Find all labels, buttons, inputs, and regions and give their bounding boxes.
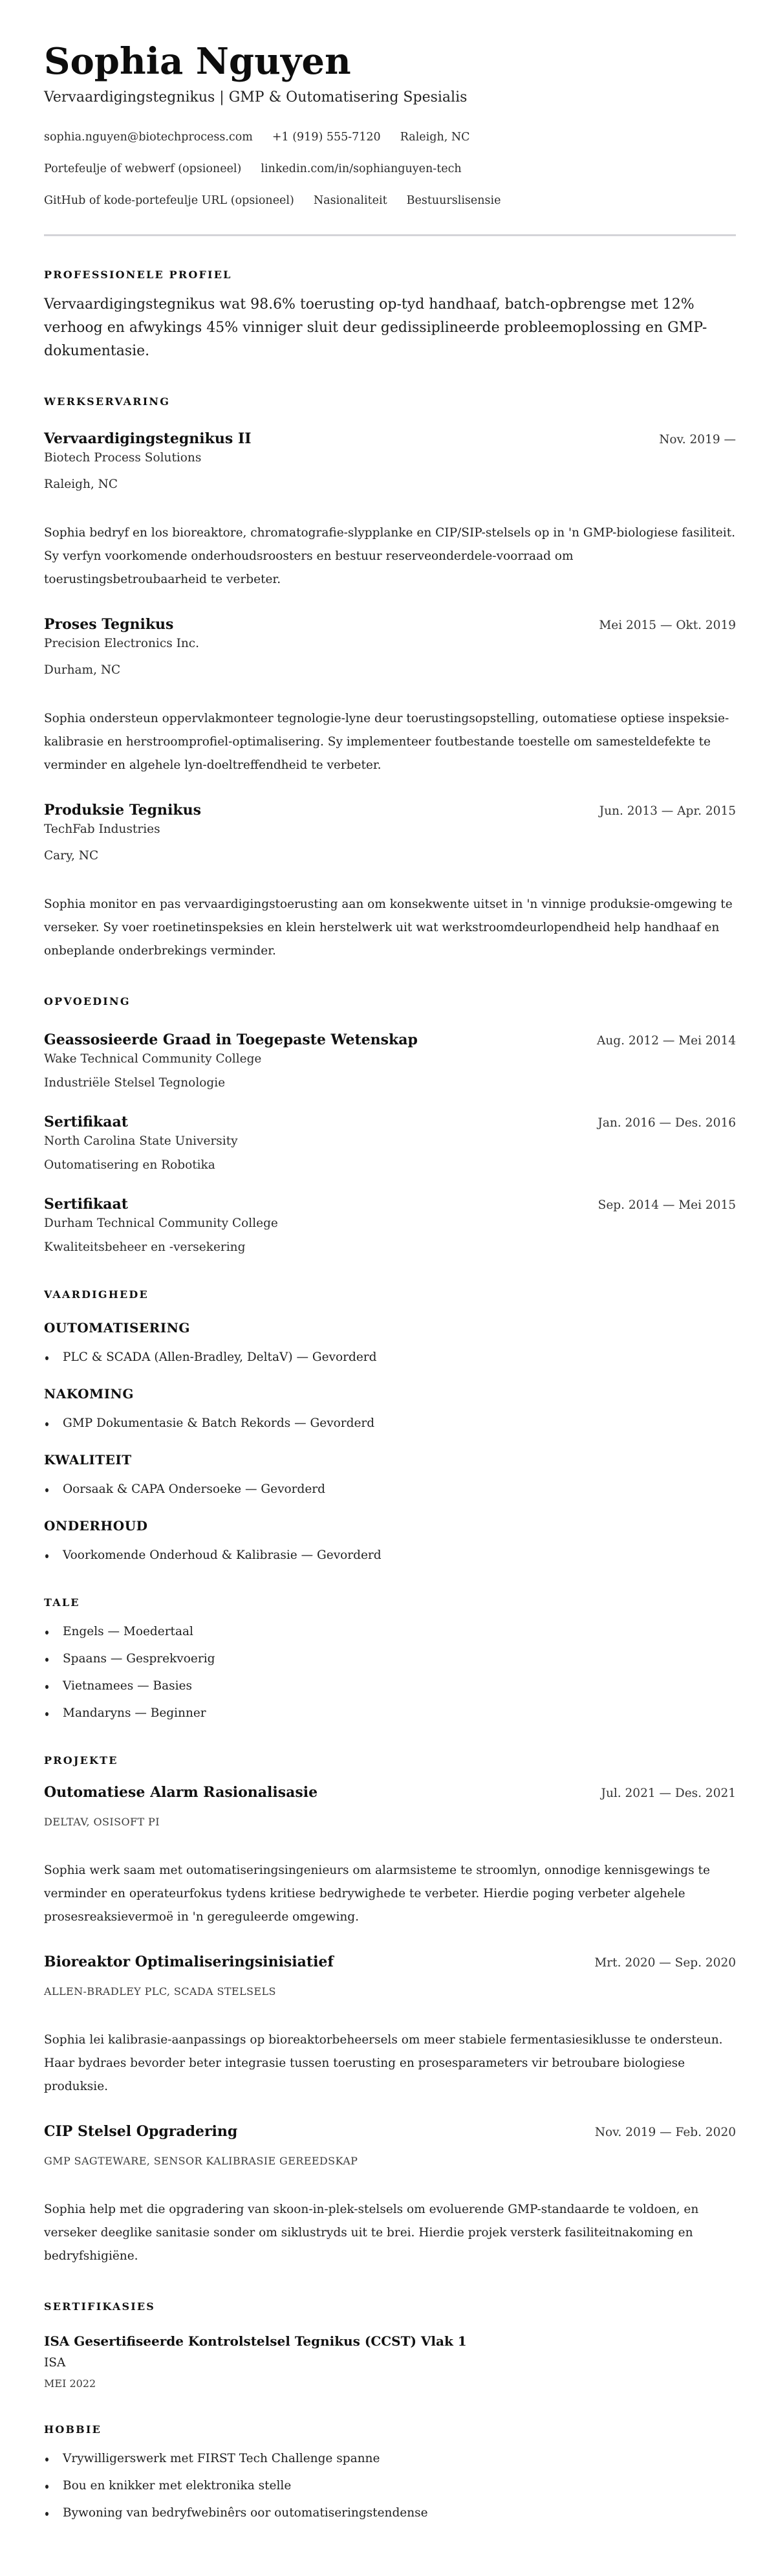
section-title-profile: PROFESSIONELE PROFIEL	[44, 269, 232, 281]
job-dates: Jun. 2013 — Apr. 2015	[599, 804, 736, 818]
profile-summary: Vervaardigingstegnikus wat 98.6% toerusting op-tyd handhaaf, batch-opbrengse met 12% verhoog en afwykings 45% vinniger sluit deur gedissiplineerde probleemoplossing en GMP-dokumentasie.	[44, 296, 707, 359]
education-dates: Sep. 2014 — Mei 2015	[598, 1198, 736, 1212]
hobbies-section	[44, 2423, 736, 2522]
certification-name: ISA Gesertifiseerde Kontrolstelsel Tegnikus (CCST) Vlak 1	[44, 2333, 467, 2349]
project-name: Outomatiese Alarm Rasionalisasie	[44, 1784, 318, 1801]
job-title: Vervaardigingstegnikus II	[44, 430, 252, 447]
project-dates: Mrt. 2020 — Sep. 2020	[594, 1956, 736, 1970]
section-title-certifications: SERTIFIKASIES	[44, 2300, 156, 2313]
education-section	[44, 995, 736, 1256]
skill-item: PLC & SCADA (Allen-Bradley, DeltaV) — Gevorderd	[44, 1349, 736, 1366]
section-title-languages: TALE	[44, 1596, 80, 1609]
language-item: Vietnamees — Basies	[44, 1678, 736, 1695]
school-name: North Carolina State University	[44, 1134, 238, 1148]
skill-category: OUTOMATISERING	[44, 1320, 190, 1336]
project-description: Sophia help met die opgradering van skoon-in-plek-stelsels om evoluerende GMP-standaarde te voldoen, en verseker deeglike sanitasie sonder om siklustryds uit te brei. Hierdie projek versterk fasiliteitnakoming en bedryfshigiëne.	[44, 2203, 699, 2263]
project-description: Sophia lei kalibrasie-aanpassings op bioreaktorbeheersels om meer stabiele fermentasiesiklusse te ondersteun. Haar bydraes bevorder beter integrasie tussen toerusting en prosesparameters vir betroubare biologiese produksie.	[44, 2033, 723, 2093]
project-dates: Jul. 2021 — Des. 2021	[601, 1787, 736, 1800]
certification-issuer: ISA	[44, 2356, 66, 2370]
project-entry	[44, 1952, 736, 2098]
section-title-experience: WERKSERVARING	[44, 395, 171, 408]
skill-group	[44, 1319, 736, 1366]
job-company: Biotech Process Solutions	[44, 451, 202, 465]
education-entry	[44, 1194, 736, 1256]
job-description: Sophia ondersteun oppervlakmonteer tegnologie-lyne deur toerustingsopstelling, outomatiese optiese inspeksie-kalibrasie en herstroomprofiel-optimalisering. Sy implementeer foutbestande toestelle om samesteldefekte te verminder en algehele lyn-doeltreffendheid te verbeter.	[44, 712, 729, 772]
certification-entry	[44, 2333, 736, 2391]
section-title-skills: VAARDIGHEDE	[44, 1288, 149, 1301]
experience-entry	[44, 615, 736, 777]
contact-drivers-license: Bestuurslisensie	[406, 194, 501, 207]
skill-item: Oorsaak & CAPA Ondersoeke — Gevorderd	[44, 1481, 736, 1498]
study-field: Outomatisering en Robotika	[44, 1158, 215, 1172]
project-entry	[44, 2122, 736, 2268]
experience-entry	[44, 800, 736, 963]
projects-section	[44, 1754, 736, 2268]
job-title: Produksie Tegnikus	[44, 802, 202, 819]
study-field: Kwaliteitsbeheer en -versekering	[44, 1240, 246, 1254]
project-entry	[44, 1783, 736, 1929]
contact-row-2	[44, 161, 736, 177]
project-tech: DELTAV, OSISOFT PI	[44, 1816, 160, 1828]
job-location: Cary, NC	[44, 849, 99, 863]
skills-section	[44, 1288, 736, 1564]
candidate-name: Sophia Nguyen	[44, 40, 351, 83]
job-location: Raleigh, NC	[44, 478, 118, 491]
language-item: Engels — Moedertaal	[44, 1624, 736, 1640]
degree-title: Sertifikaat	[44, 1114, 128, 1130]
skill-group	[44, 1451, 736, 1498]
skill-item: GMP Dokumentasie & Batch Rekords — Gevorderd	[44, 1415, 736, 1432]
project-tech: ALLEN-BRADLEY PLC, SCADA STELSELS	[44, 1985, 276, 1998]
project-name: Bioreaktor Optimaliseringsinisiatief	[44, 1954, 334, 1970]
experience-section	[44, 395, 736, 963]
contact-portfolio[interactable]: Portefeulje of webwerf (opsioneel)	[44, 162, 242, 175]
skill-category: NAKOMING	[44, 1386, 134, 1402]
degree-title: Geassosieerde Graad in Toegepaste Wetenskap	[44, 1031, 418, 1048]
job-dates: Mei 2015 — Okt. 2019	[599, 619, 736, 632]
skill-group	[44, 1517, 736, 1564]
header-divider	[44, 234, 736, 236]
certification-date: MEI 2022	[44, 2377, 96, 2390]
job-company: TechFab Industries	[44, 822, 160, 836]
job-description: Sophia monitor en pas vervaardigingstoerusting aan om konsekwente uitset in 'n vinnige produksie-omgewing te verseker. Sy voer roetinetinspeksies en klein herstelwerk uit wat werkstroomdeurlopendheid help handhaaf en onbeplande onderbrekings verminder.	[44, 897, 733, 958]
project-dates: Nov. 2019 — Feb. 2020	[594, 2126, 736, 2139]
degree-title: Sertifikaat	[44, 1196, 128, 1213]
job-company: Precision Electronics Inc.	[44, 637, 200, 650]
job-description: Sophia bedryf en los bioreaktore, chromatografie-slypplanke en CIP/SIP-stelsels op in 'n GMP-biologiese fasiliteit. Sy verfyn voorkomende onderhoudsroosters en bestuur reserveonderdele-voorraad om toerustingsbetroubaarheid te verbeter.	[44, 526, 736, 586]
contact-row-1	[44, 129, 736, 145]
hobby-item: Vrywilligerswerk met FIRST Tech Challenge spanne	[44, 2450, 736, 2467]
languages-section	[44, 1596, 736, 1722]
section-title-education: OPVOEDING	[44, 995, 131, 1007]
profile-section	[44, 269, 736, 363]
school-name: Durham Technical Community College	[44, 1216, 278, 1230]
education-dates: Aug. 2012 — Mei 2014	[597, 1034, 736, 1048]
skill-item: Voorkomende Onderhoud & Kalibrasie — Gevorderd	[44, 1547, 736, 1564]
skill-category: ONDERHOUD	[44, 1518, 148, 1534]
job-title: Proses Tegnikus	[44, 616, 174, 633]
study-field: Industriële Stelsel Tegnologie	[44, 1076, 226, 1090]
school-name: Wake Technical Community College	[44, 1052, 262, 1066]
job-location: Durham, NC	[44, 663, 121, 677]
contact-nationality: Nasionaliteit	[313, 194, 387, 207]
experience-entry	[44, 429, 736, 591]
project-description: Sophia werk saam met outomatiseringsingenieurs om alarmsisteme te stroomlyn, onnodige kennisgewings te verminder en operateurfokus tydens kritiese bedrywighede te verbeter. Hierdie poging verbeter algehele prosesreaksievermoë in 'n gereguleerde omgewing.	[44, 1864, 710, 1924]
contact-linkedin[interactable]: linkedin.com/in/sophianguyen-tech	[261, 162, 462, 175]
project-tech: GMP SAGTEWARE, SENSOR KALIBRASIE GEREEDSKAP	[44, 2155, 358, 2167]
contact-location: Raleigh, NC	[400, 131, 470, 144]
education-entry	[44, 1112, 736, 1174]
language-item: Spaans — Gesprekvoerig	[44, 1651, 736, 1668]
education-entry	[44, 1030, 736, 1092]
resume-header	[44, 40, 736, 236]
contact-row-3	[44, 193, 736, 208]
language-item: Mandaryns — Beginner	[44, 1705, 736, 1722]
hobby-item: Bou en knikker met elektronika stelle	[44, 2478, 736, 2494]
certifications-section	[44, 2300, 736, 2391]
candidate-headline: Vervaardigingstegnikus | GMP & Outomatisering Spesialis	[44, 89, 468, 105]
contact-phone[interactable]: +1 (919) 555-7120	[272, 131, 381, 144]
contact-github[interactable]: GitHub of kode-portefeulje URL (opsioneel)	[44, 194, 294, 207]
project-name: CIP Stelsel Opgradering	[44, 2123, 238, 2140]
section-title-projects: PROJEKTE	[44, 1754, 118, 1767]
job-dates: Nov. 2019 —	[659, 433, 736, 446]
education-dates: Jan. 2016 — Des. 2016	[598, 1116, 736, 1130]
skill-group	[44, 1385, 736, 1432]
section-title-hobbies: HOBBIE	[44, 2423, 102, 2436]
skill-category: KWALITEIT	[44, 1452, 132, 1468]
hobby-item: Bywoning van bedryfwebinêrs oor outomatiseringstendense	[44, 2505, 736, 2522]
contact-email[interactable]: sophia.nguyen@biotechprocess.com	[44, 131, 253, 144]
